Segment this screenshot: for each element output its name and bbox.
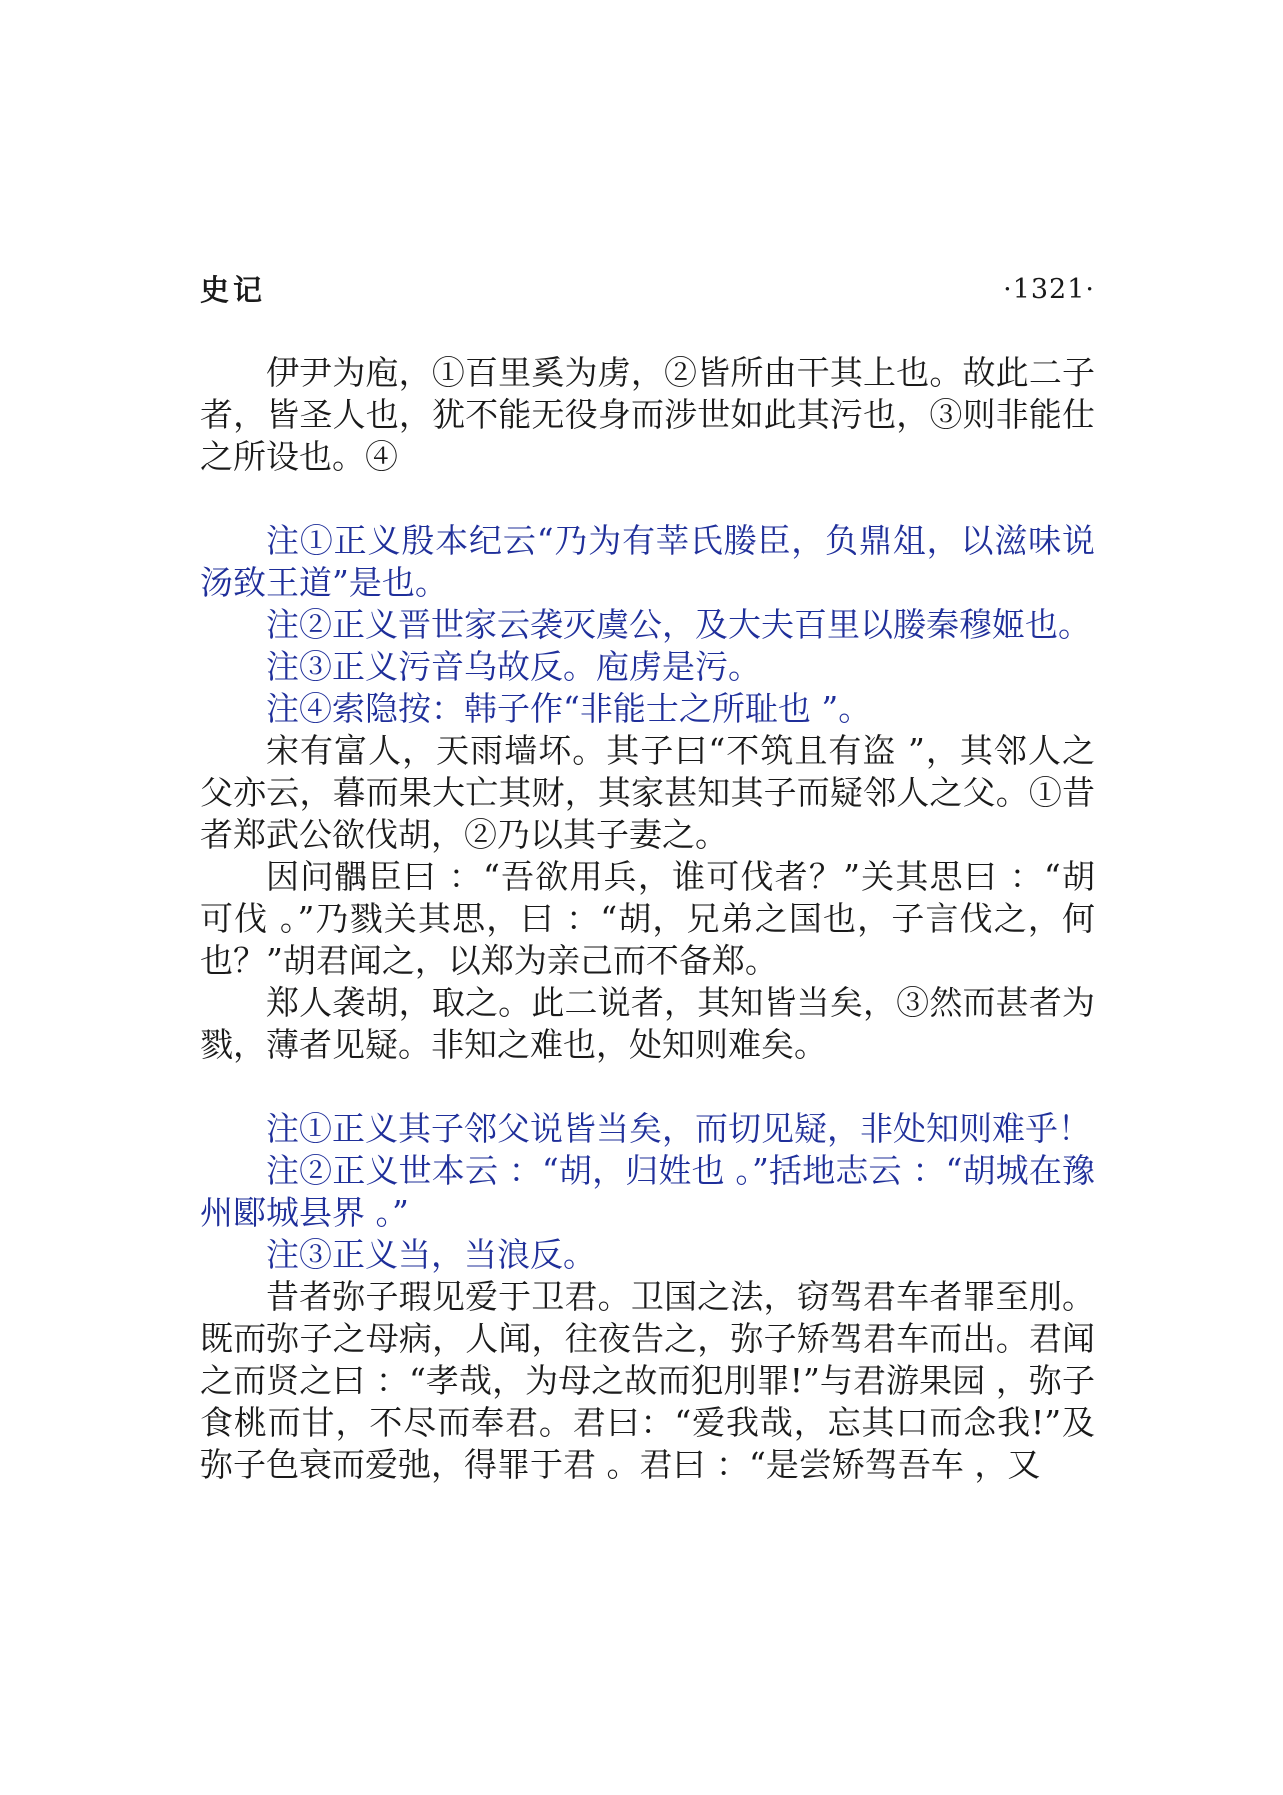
note-2-2: 注②正义世本云 ：“胡，归姓也 。”括地志云 ：“胡城在豫州郾城县界 。” bbox=[200, 1151, 1095, 1232]
main-paragraph-5: 昔者弥子瑕见爱于卫君。卫国之法，窃驾君车者罪至刖。既而弥子之母病，人闻，往夜告之，弥子矫驾君车而出。君闻之而贤之曰 ：“孝哉，为母之故而犯刖罪!”与君游果园 ，弥子食桃而甘，不尽而奉君。君曰：“爱我哉，忘其口而念我!”及弥子色衰而爱弛，得罪于君 。君曰 ：“是尝矫驾吾车 ，又 bbox=[200, 1277, 1095, 1484]
note-2-3: 注③正义当，当浪反。 bbox=[266, 1235, 596, 1274]
book-page bbox=[200, 0, 1095, 1795]
main-paragraph-3: 因问髃臣曰 ：“吾欲用兵，谁可伐者？”关其思曰 ：“胡可伐 。”乃戮关其思，曰 ：“胡，兄弟之国也，子言伐之，何也？”胡君闻之，以郑为亲己而不备郑。 bbox=[200, 857, 1095, 980]
page-body bbox=[200, 352, 1095, 1486]
page-number: ·1321· bbox=[1003, 274, 1095, 305]
main-paragraph-1: 伊尹为庖，①百里奚为虏，②皆所由干其上也。故此二子者，皆圣人也，犹不能无役身而涉世如此其污也，③则非能仕之所设也。④ bbox=[200, 353, 1095, 476]
note-2-1: 注①正义其子邻父说皆当矣，而切见疑，非处知则难乎！ bbox=[266, 1109, 1091, 1148]
section-gap bbox=[200, 478, 1095, 520]
note-1-3: 注③正义污音乌故反。庖虏是污。 bbox=[266, 647, 761, 686]
note-1-4: 注④索隐按：韩子作“非能士之所耻也 ”。 bbox=[266, 689, 872, 728]
note-1-1: 注①正义殷本纪云“乃为有莘氏媵臣，负鼎俎，以滋味说汤致王道”是也。 bbox=[200, 521, 1095, 602]
section-gap bbox=[200, 1066, 1095, 1108]
book-title: 史记 bbox=[200, 273, 267, 307]
main-paragraph-4: 郑人袭胡，取之。此二说者，其知皆当矣，③然而甚者为戮，薄者见疑。非知之难也，处知则难矣。 bbox=[200, 983, 1095, 1064]
note-1-2: 注②正义晋世家云袭灭虞公，及大夫百里以媵秦穆姬也。 bbox=[266, 605, 1091, 644]
main-paragraph-2: 宋有富人，天雨墙坏。其子曰“不筑且有盗 ”，其邻人之父亦云，暮而果大亡其财，其家甚知其子而疑邻人之父。①昔者郑武公欲伐胡，②乃以其子妻之。 bbox=[200, 731, 1095, 854]
page-header bbox=[200, 268, 1095, 312]
